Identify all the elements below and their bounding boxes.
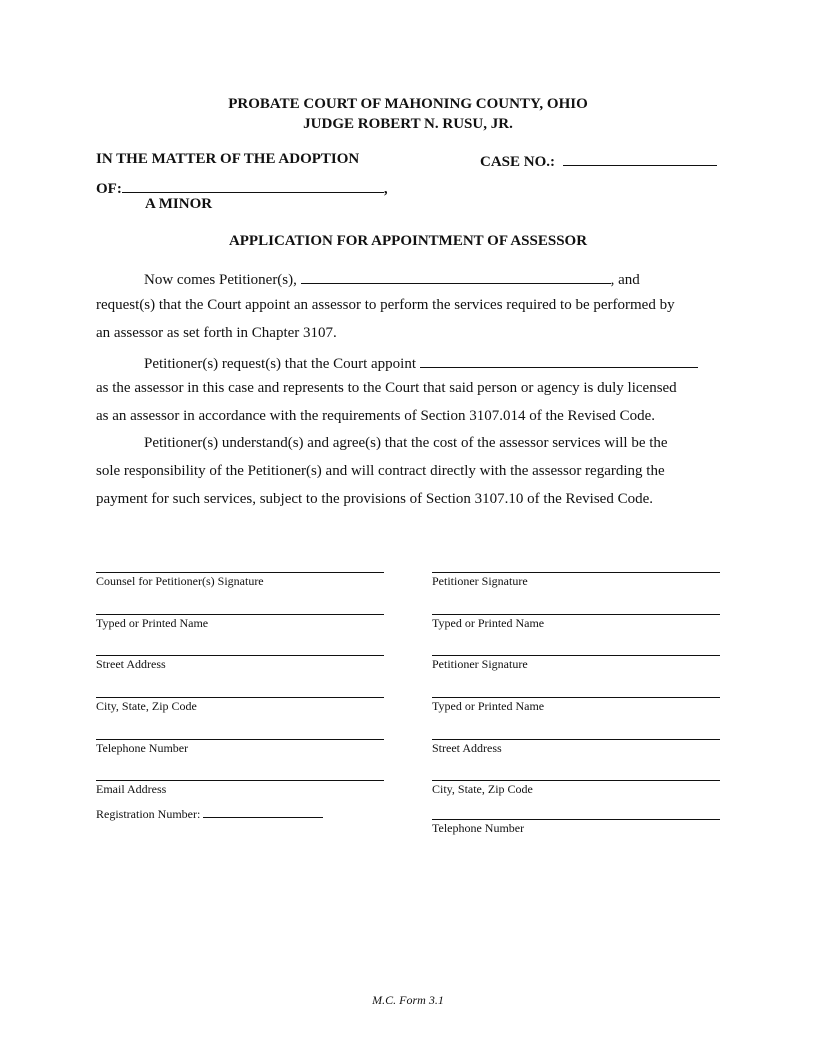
petitioner-city-line[interactable] [432, 780, 720, 781]
petitioner-name-field[interactable] [301, 269, 611, 284]
registration-row [96, 806, 323, 822]
petitioner2-name-line[interactable] [432, 697, 720, 698]
counsel-name-line[interactable] [96, 614, 384, 615]
case-number-label: CASE NO.: [480, 154, 556, 170]
form-title: APPLICATION FOR APPOINTMENT OF ASSESSOR [228, 233, 588, 249]
counsel-phone-label: Telephone Number [96, 741, 189, 755]
p2-line3: as an assessor in accordance with the requirements of Section 3107.014 of the Revised Code. [96, 408, 656, 424]
p2-start: Petitioner(s) request(s) that the Court appoint [144, 356, 417, 372]
matter-label: IN THE MATTER OF THE ADOPTION [96, 151, 360, 167]
petitioner2-signature-label: Petitioner Signature [432, 657, 528, 671]
form-number: M.C. Form 3.1 [372, 993, 444, 1007]
p1-line1 [144, 269, 640, 289]
p3-line1: Petitioner(s) understand(s) and agree(s) that the cost of the assessor services will be the [144, 435, 668, 451]
case-number-row [480, 151, 717, 171]
p1-start: Now comes Petitioner(s), [144, 272, 297, 288]
case-number-field[interactable] [563, 151, 717, 166]
minor-label: A MINOR [145, 196, 213, 212]
counsel-city-label: City, State, Zip Code [96, 699, 197, 713]
of-row [96, 178, 388, 198]
judge-name: JUDGE ROBERT N. RUSU, JR. [303, 116, 513, 132]
court-name: PROBATE COURT OF MAHONING COUNTY, OHIO [228, 96, 588, 112]
counsel-signature-label: Counsel for Petitioner(s) Signature [96, 574, 264, 588]
counsel-email-line[interactable] [96, 780, 384, 781]
petitioner-phone-label: Telephone Number [432, 821, 525, 835]
petitioner2-name-label: Typed or Printed Name [432, 699, 545, 713]
petitioner1-name-label: Typed or Printed Name [432, 616, 545, 630]
p3-line2: sole responsibility of the Petitioner(s) and will contract directly with the assessor regarding the [96, 463, 665, 479]
petitioner-street-line[interactable] [432, 739, 720, 740]
registration-number-field[interactable] [203, 806, 323, 818]
counsel-phone-line[interactable] [96, 739, 384, 740]
p3-line3: payment for such services, subject to the provisions of Section 3107.10 of the Revised Code. [96, 491, 653, 507]
petitioner-street-label: Street Address [432, 741, 502, 755]
counsel-email-label: Email Address [96, 782, 167, 796]
counsel-signature-line[interactable] [96, 572, 384, 573]
p2-line1 [144, 353, 698, 373]
registration-label: Registration Number: [96, 807, 201, 821]
petitioner1-signature-line[interactable] [432, 572, 720, 573]
p1-line2: request(s) that the Court appoint an assessor to perform the services required to be performed by [96, 297, 675, 313]
minor-name-field[interactable] [122, 178, 384, 193]
petitioner1-name-line[interactable] [432, 614, 720, 615]
petitioner2-signature-line[interactable] [432, 655, 720, 656]
petitioner-city-label: City, State, Zip Code [432, 782, 533, 796]
counsel-street-line[interactable] [96, 655, 384, 656]
assessor-name-field[interactable] [420, 353, 698, 368]
p2-line2: as the assessor in this case and represents to the Court that said person or agency is duly licensed [96, 380, 677, 396]
of-suffix: , [383, 181, 388, 197]
of-label: OF: [96, 181, 122, 197]
counsel-name-label: Typed or Printed Name [96, 616, 209, 630]
petitioner1-signature-label: Petitioner Signature [432, 574, 528, 588]
p1-after-blank: , and [610, 272, 640, 288]
counsel-street-label: Street Address [96, 657, 166, 671]
p1-line3: an assessor as set forth in Chapter 3107. [96, 325, 337, 341]
counsel-city-line[interactable] [96, 697, 384, 698]
petitioner-phone-line[interactable] [432, 819, 720, 820]
